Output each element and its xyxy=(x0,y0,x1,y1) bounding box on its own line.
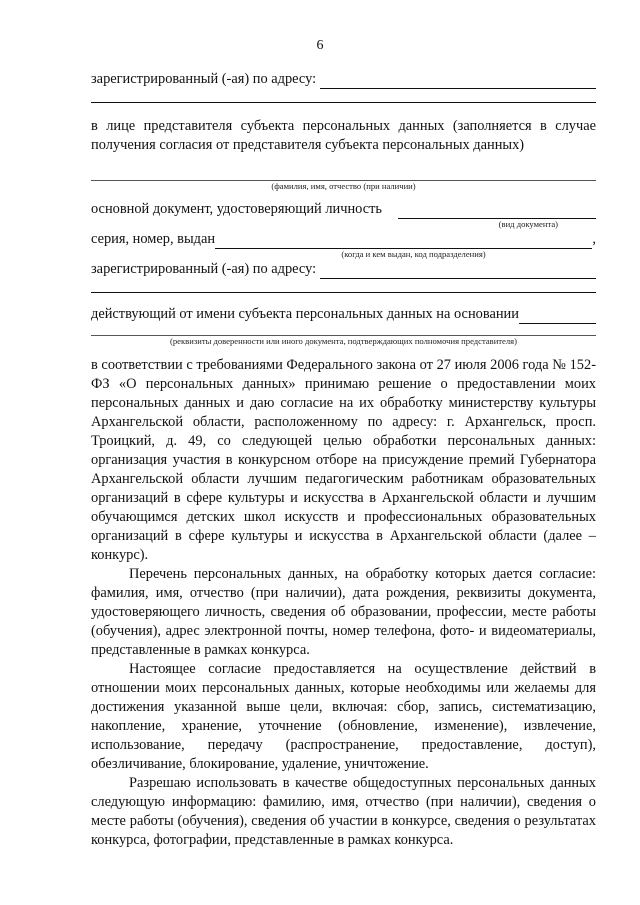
document-label: основной документ, удостоверяющий личность xyxy=(91,201,382,217)
consent-form xyxy=(91,70,596,850)
page-number: 6 xyxy=(316,38,324,53)
address-blank[interactable] xyxy=(320,74,596,89)
address-label: зарегистрированный (-ая) по адресу: xyxy=(91,261,317,277)
consent-paragraph-4: Разрешаю использовать в качестве общедоступных персональных данных следующую информацию: фамилию, имя, отчество (при наличии), сведения о месте работы (обучения), сведения об участии в конкурсе, сведения о результатах конкурса, фотографии, представленные в рамках конкурса. xyxy=(91,775,596,848)
acting-blank[interactable] xyxy=(519,309,596,324)
address-blank[interactable] xyxy=(320,264,596,279)
series-blank[interactable] xyxy=(215,234,592,249)
consent-paragraph-3: Настоящее согласие предоставляется на осуществление действий в отношении моих персональных данных, которые необходимы или желаемы для достижения указанной выше цели, включая: сбор, запись, систематизацию, накопление, хранение, уточнение (обновление, изменение), извлечение, использование, передачу (распространение, предоставление, доступ), обезличивание, блокирование, удаление, уничтожение. xyxy=(91,661,596,772)
representative-note: в лице представителя субъекта персональных данных (заполняется в случае получения согласия от представителя субъекта персональных данных) xyxy=(91,118,596,153)
consent-paragraph-1: в соответствии с требованиями Федерального закона от 27 июля 2006 года № 152-ФЗ «О персональных данных» принимаю решение о предоставлении моих персональных данных и даю согласие на их обработку министерству культуры Архангельской области, расположенному по адресу: г. Архангельск, просп. Троицкий, д. 49, со следующей целью обработки персональных данных: организация участия в конкурсном отборе на присуждение премий Губернатора Архангельской области лучшим педагогическим работникам образовательных организаций в сфере культуры и искусства в Архангельской области и лучшим обучающимся детских школ искусств и профессиональных образовательных организаций в сфере культуры и искусства в Архангельской области (далее – конкурс). xyxy=(91,357,596,563)
acting-row xyxy=(91,305,596,324)
address-label: зарегистрированный (-ая) по адресу: xyxy=(91,71,317,87)
caption-power: (реквизиты доверенности или иного документа, подтверждающих полномочия представителя) xyxy=(170,336,517,346)
caption-issued: (когда и кем выдан, код подразделения) xyxy=(341,249,486,259)
document-row xyxy=(91,200,596,219)
address-row-2 xyxy=(91,260,596,279)
series-end: , xyxy=(592,231,596,247)
series-label: серия, номер, выдан xyxy=(91,231,216,247)
acting-label: действующий от имени субъекта персональных данных на основании xyxy=(91,306,519,322)
consent-paragraph-2: Перечень персональных данных, на обработку которых дается согласие: фамилия, имя, отчество (при наличии), дата рождения, реквизиты документа, удостоверяющего личность, сведения об образовании, профессии, месте работы (обучения), адрес электронной почты, номер телефона, фото- и видеоматериалы, представленные в рамках конкурса. xyxy=(91,566,596,658)
caption-document-type: (вид документа) xyxy=(498,219,558,229)
document-type-blank[interactable] xyxy=(398,204,596,219)
series-row xyxy=(91,230,596,249)
address-row-1 xyxy=(91,70,596,89)
caption-name: (фамилия, имя, отчество (при наличии) xyxy=(271,181,416,191)
